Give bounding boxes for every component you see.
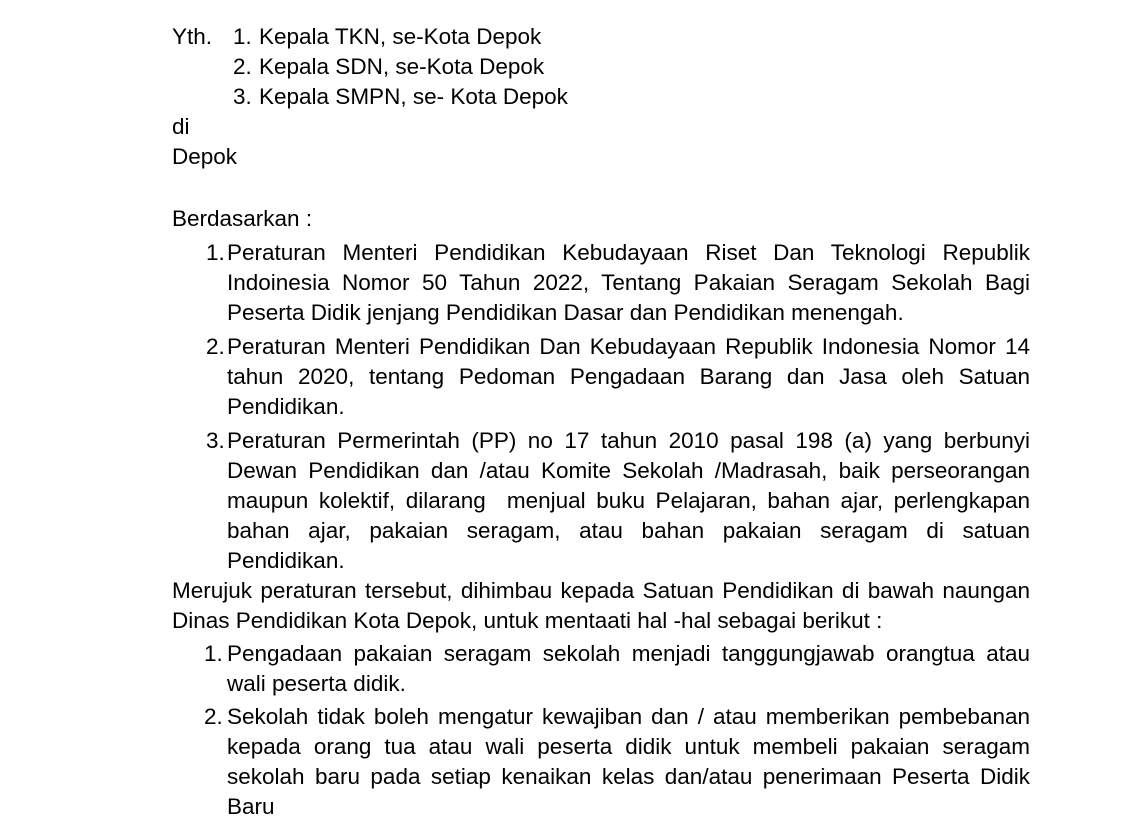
recipient-item [233, 52, 568, 82]
list-item-number: 1. [204, 641, 223, 666]
address-preposition: di [172, 114, 190, 139]
list-item [172, 702, 1037, 822]
list-item [172, 332, 1037, 422]
list-item-text: Peraturan Menteri Pendidikan Dan Kebudayaan Republik Indonesia Nomor 14 tahun 2020, tentang Pedoman Pengadaan Barang dan Jasa oleh Satuan Pendidikan. [227, 334, 1037, 419]
appeal-list [172, 639, 1037, 822]
recipient-text: Kepala SDN, se-Kota Depok [259, 54, 545, 79]
list-item [172, 426, 1037, 576]
list-item-number: 1. [206, 240, 225, 265]
recipient-number: 1. [233, 24, 252, 49]
list-item [172, 238, 1037, 328]
salutation: Yth. [172, 24, 213, 49]
list-item-text: Peraturan Menteri Pendidikan Kebudayaan Riset Dan Teknologi Republik Indoinesia Nomor 50 Tahun 2022, Tentang Pakaian Seragam Sekolah Bagi Peserta Didik jenjang Pendidikan Dasar dan Pendidikan menengah. [227, 240, 1037, 325]
recipient-number: 2. [233, 54, 252, 79]
recipient-item [233, 82, 568, 112]
recipient-number: 3. [233, 84, 252, 109]
list-item-text: Pengadaan pakaian seragam sekolah menjadi tanggungjawab orangtua atau wali peserta didik. [227, 641, 1037, 696]
recipient-text: Kepala SMPN, se- Kota Depok [259, 84, 568, 109]
list-item [172, 639, 1037, 699]
address-city: Depok [172, 144, 238, 169]
recipient-list [233, 22, 568, 112]
list-item-text: Peraturan Permerintah (PP) no 17 tahun 2010 pasal 198 (a) yang berbunyi Dewan Pendidikan dan /atau Komite Sekolah /Madrasah, baik perseorangan maupun kolektif, dilarang menjual buku Pelajaran, bahan ajar, perlengkapan bahan ajar, pakaian seragam, atau bahan pakaian seragam di satuan Pendidikan. [227, 428, 1037, 573]
list-item-number: 3. [206, 428, 225, 453]
recipient-item [233, 22, 568, 52]
address-row [172, 22, 1030, 112]
list-item-text: Sekolah tidak boleh mengatur kewajiban dan / atau memberikan pembebanan kepada orang tua atau wali peserta didik untuk membeli pakaian seragam sekolah baru pada setiap kenaikan kelas dan/atau penerimaan Peserta Didik Baru [227, 704, 1037, 819]
basis-heading: Berdasarkan : [172, 206, 313, 231]
address-block [172, 22, 1030, 172]
recipient-text: Kepala TKN, se-Kota Depok [259, 24, 542, 49]
list-item-number: 2. [204, 704, 223, 729]
list-item-number: 2. [206, 334, 225, 359]
appeal-intro: Merujuk peraturan tersebut, dihimbau kepada Satuan Pendidikan di bawah naungan Dinas Pendidikan Kota Depok, untuk mentaati hal -hal sebagai berikut : [172, 578, 1037, 633]
basis-list [172, 238, 1037, 576]
